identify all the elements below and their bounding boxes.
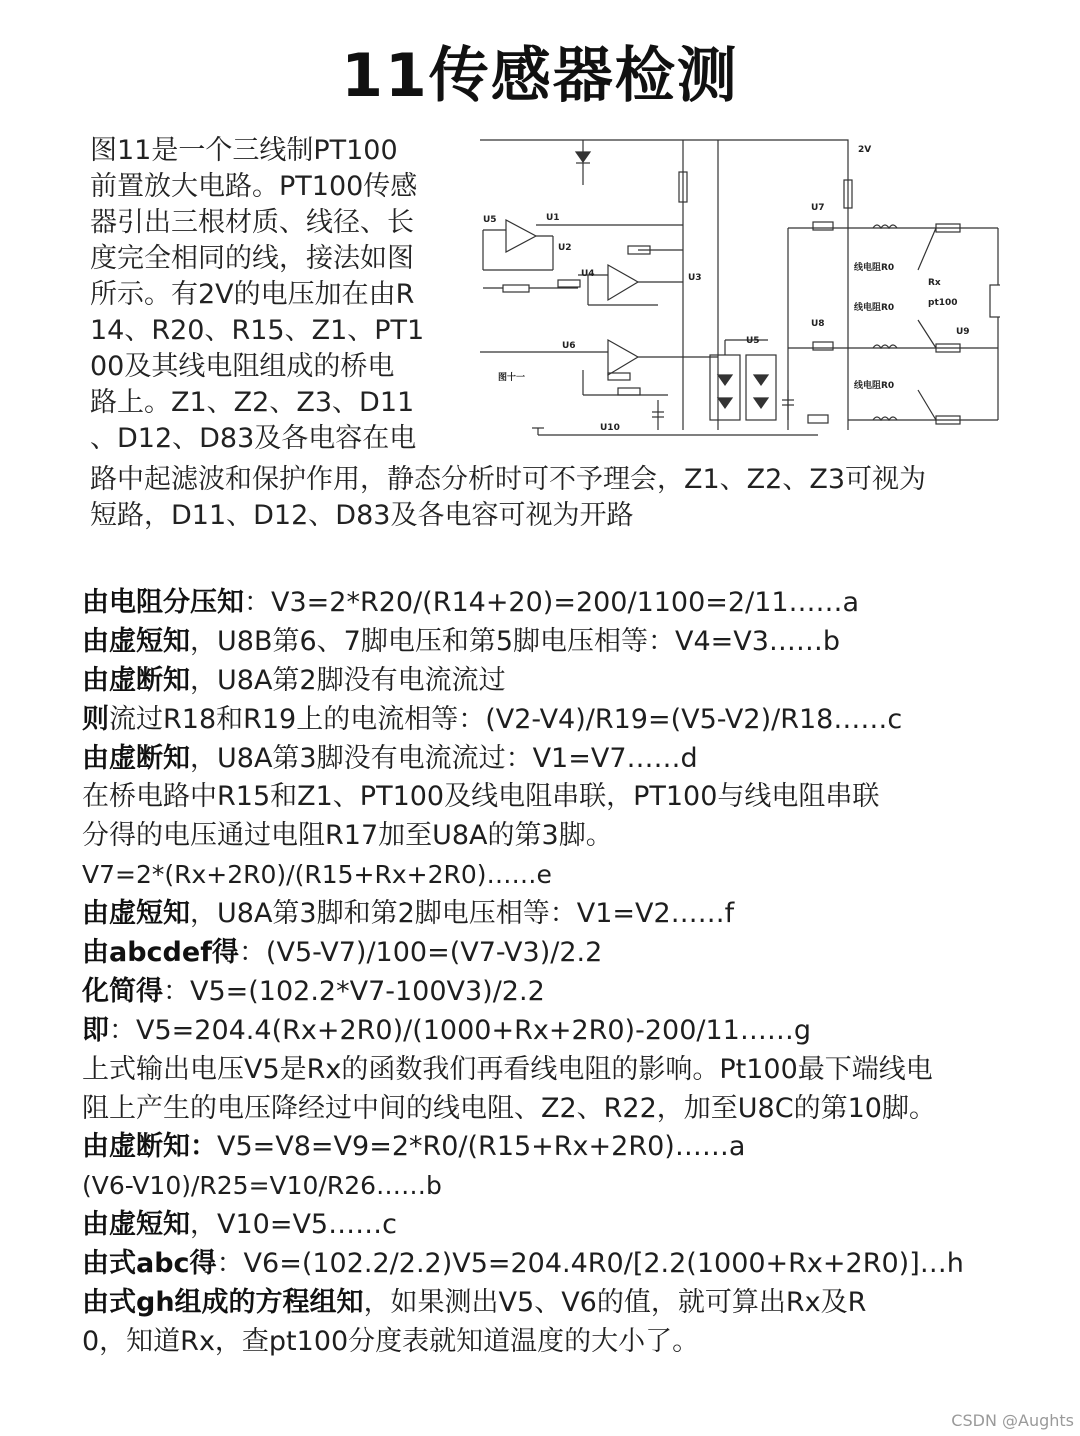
intro-line: 度完全相同的线，接法如图 (90, 243, 414, 274)
analysis-text: 0，知道Rx，查pt100分度表就知道温度的大小了。 (82, 1325, 700, 1357)
analysis-text: V7=2*(Rx+2R0)/(R15+Rx+2R0)……e (82, 860, 552, 890)
analysis-text: ，U8B第6、7脚电压和第5脚电压相等：V4=V3……b (190, 625, 841, 657)
page-title: 11传感器检测 (341, 41, 739, 111)
label-u6: U6 (562, 341, 576, 351)
analysis-line (82, 856, 1072, 895)
intro-paragraph (90, 133, 470, 457)
intro-line: 路上。Z1、Z2、Z3、D11 (90, 387, 415, 418)
analysis-text: 上式输出电压V5是Rx的函数我们再看线电阻的影响。Pt100最下端线电 (82, 1053, 933, 1085)
analysis-text: ，U8A第3脚和第2脚电压相等：V1=V2……f (190, 898, 735, 930)
analysis-line (82, 1128, 1072, 1167)
intro-line: 所示。有2V的电压加在由R (90, 279, 415, 310)
intro-line: 图11是一个三线制PT100 (90, 135, 398, 166)
analysis-keyword: 由虚短知 (82, 625, 190, 657)
label-u8: U8 (811, 319, 825, 329)
figure-label: 图十一 (498, 373, 526, 383)
analysis-keyword: 由电阻分压知 (82, 587, 244, 618)
intro-continuation (90, 462, 1050, 534)
label-pt100: pt100 (928, 298, 958, 308)
analysis-line (82, 1167, 1072, 1206)
analysis-line (82, 1245, 1072, 1284)
analysis-keyword: 由式abc得 (82, 1248, 217, 1280)
analysis-keyword: 化简得 (82, 975, 163, 1007)
label-u10: U10 (600, 423, 620, 433)
intro-line: 14、R20、R15、Z1、PT1 (90, 315, 425, 346)
analysis-text: ：V3=2*R20/(R14+20)=200/1100=2/11……a (244, 587, 860, 618)
analysis-line (82, 1206, 1072, 1245)
label-u9: U9 (956, 327, 970, 337)
label-line-resistor-1: 线电阻R0 (854, 263, 895, 273)
analysis-text: ：V5=204.4(Rx+2R0)/(1000+Rx+2R0)-200/11……g (109, 1014, 811, 1046)
analysis-line (82, 584, 1072, 623)
intro-line: 、D12、D83及各电容在电 (90, 423, 417, 454)
label-line-resistor-2: 线电阻R0 (854, 303, 895, 313)
analysis-keyword: 由虚断知 (82, 742, 190, 774)
analysis-line (82, 934, 1072, 973)
intro-line: 器引出三根材质、线径、长 (90, 207, 414, 238)
label-2v: 2V (858, 145, 872, 155)
analysis-line (82, 623, 1072, 662)
analysis-line (82, 1323, 1072, 1362)
label-u3: U3 (688, 273, 702, 283)
label-u4: U4 (581, 269, 595, 279)
analysis-text: 流过R18和R19上的电流相等：(V2-V4)/R19=(V5-V2)/R18……c (109, 703, 903, 735)
analysis-line (82, 778, 1072, 817)
label-line-resistor-3: 线电阻R0 (854, 381, 895, 391)
analysis-text: ，U8A第3脚没有电流流过：V1=V7……d (190, 742, 698, 774)
label-u1: U1 (546, 213, 560, 223)
analysis-text: (V6-V10)/R25=V10/R26……b (82, 1171, 442, 1201)
label-u2: U2 (558, 243, 572, 253)
analysis-keyword: 由虚断知： (82, 1131, 217, 1163)
circuit-diagram (478, 130, 1000, 460)
analysis-keyword: 由式gh组成的方程组知 (82, 1287, 364, 1319)
analysis-text: ：V5=(102.2*V7-100V3)/2.2 (163, 975, 545, 1007)
analysis-text: ：V6=(102.2/2.2)V5=204.4R0/[2.2(1000+Rx+2R0)]…h (216, 1248, 964, 1280)
analysis-text: ，U8A第2脚没有电流流过 (190, 664, 506, 696)
analysis-keyword: 则 (82, 703, 109, 735)
analysis-line (82, 895, 1072, 934)
analysis-keyword: 即 (82, 1014, 109, 1046)
analysis-line (82, 817, 1072, 856)
label-u7: U7 (811, 203, 825, 213)
analysis-line (82, 973, 1072, 1012)
analysis-line (82, 701, 1072, 740)
label-u11: U5 (746, 336, 760, 346)
analysis-line (82, 1051, 1072, 1090)
intro-line: 短路，D11、D12、D83及各电容可视为开路 (90, 500, 634, 531)
analysis-keyword: 由虚断知 (82, 664, 190, 696)
analysis-text: V5=V8=V9=2*R0/(R15+Rx+2R0)……a (217, 1131, 746, 1163)
intro-line: 00及其线电阻组成的桥电 (90, 351, 395, 382)
analysis-text: 阻上产生的电压降经过中间的线电阻、Z2、R22，加至U8C的第10脚。 (82, 1092, 936, 1124)
analysis-keyword: 由abcdef得 (82, 937, 239, 969)
label-u5: U5 (483, 215, 497, 225)
analysis-text: ，如果测出V5、V6的值，就可算出Rx及R (363, 1287, 867, 1319)
watermark: CSDN @Aughts (951, 1411, 1074, 1430)
analysis-text: ：(V5-V7)/100=(V7-V3)/2.2 (238, 937, 603, 969)
intro-line: 前置放大电路。PT100传感 (90, 171, 418, 202)
analysis-text: 分得的电压通过电阻R17加至U8A的第3脚。 (82, 820, 613, 852)
analysis-text: 在桥电路中R15和Z1、PT100及线电阻串联，PT100与线电阻串联 (82, 781, 880, 813)
analysis-line (82, 1012, 1072, 1051)
analysis-line (82, 1090, 1072, 1129)
analysis-keyword: 由虚短知 (82, 898, 190, 930)
analysis-line (82, 662, 1072, 701)
intro-line: 路中起滤波和保护作用，静态分析时可不予理会，Z1、Z2、Z3可视为 (90, 464, 927, 495)
label-rx: Rx (928, 278, 941, 288)
analysis-line (82, 1284, 1072, 1323)
analysis-keyword: 由虚短知 (82, 1209, 190, 1241)
analysis-section (82, 584, 1072, 1362)
analysis-text: ，V10=V5……c (190, 1209, 397, 1241)
analysis-line (82, 740, 1072, 779)
